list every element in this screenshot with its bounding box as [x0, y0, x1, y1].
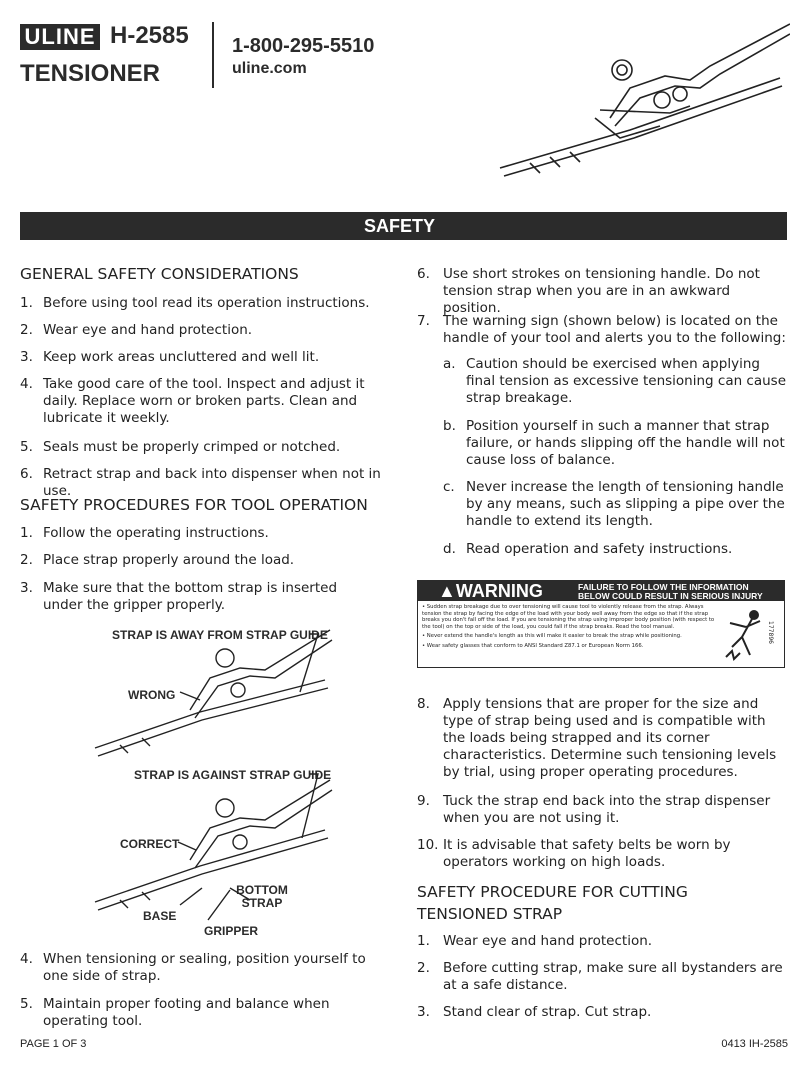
product-name: TENSIONER — [20, 60, 161, 87]
tensioner-illustration — [490, 18, 790, 188]
page-number: PAGE 1 OF 3 — [20, 1038, 87, 1050]
header-divider — [212, 22, 214, 88]
cutting-heading-line2: TENSIONED STRAP — [417, 905, 563, 923]
model-number: H-2585 — [110, 22, 189, 49]
website: uline.com — [232, 60, 307, 77]
doc-code: 0413 IH-2585 — [721, 1038, 788, 1050]
list-item: 5. Maintain proper footing and balance when operating tool. — [20, 996, 330, 1029]
cutting-heading-line1: SAFETY PROCEDURE FOR CUTTING — [417, 883, 688, 901]
warning-code: 177896 — [767, 621, 775, 644]
list-item: 4. When tensioning or sealing, position yourself to one side of strap. — [20, 951, 366, 984]
list-item: 7. The warning sign (shown below) is located on the handle of your tool and alerts you to the following: — [417, 313, 786, 346]
list-item: 3. Make sure that the bottom strap is inserted under the gripper properly. — [20, 580, 338, 613]
procedures-heading: SAFETY PROCEDURES FOR TOOL OPERATION — [20, 496, 368, 514]
sub-list-item: c. Never increase the length of tensioning handle by any means, such as slipping a pipe over the handle to extend its length. — [443, 479, 785, 529]
label-wrong: WRONG — [128, 688, 176, 702]
warning-header — [418, 581, 784, 601]
list-item: 5. Seals must be properly crimped or notched. — [20, 439, 341, 455]
list-item: 3. Keep work areas uncluttered and well lit. — [20, 349, 320, 365]
strap-diagram — [90, 620, 340, 940]
sub-list-item: b. Position yourself in such a manner that strap failure, or hands slipping off the handle will not cause loss of balance. — [443, 418, 785, 468]
label-gripper: GRIPPER — [204, 924, 259, 938]
list-item: 2. Wear eye and hand protection. — [20, 322, 253, 338]
label-base: BASE — [143, 909, 177, 923]
list-item: 3. Stand clear of strap. Cut strap. — [417, 1004, 652, 1020]
list-item: 4. Take good care of the tool. Inspect and adjust it daily. Replace worn or broken parts. Clean and lubricate it weekly. — [20, 376, 365, 426]
list-item: 6. Retract strap and back into dispenser when not in use. — [20, 466, 381, 499]
list-item: 8. Apply tensions that are proper for the size and type of strap being used and is compatible with the loads being strapped and its corner characteristics. Determine such tensioning levels by trial, using proper operating procedures. — [417, 696, 777, 780]
sub-list-item: a. Caution should be exercised when applying final tension as excessive tensioning can cause strap breakage. — [443, 356, 787, 406]
brand-logo: ULINE — [20, 24, 100, 50]
label-bottom-strap: BOTTOM STRAP — [236, 883, 288, 910]
warning-subtitle: FAILURE TO FOLLOW THE INFORMATION BELOW COULD RESULT IN SERIOUS INJURY — [578, 582, 763, 601]
warning-word: ▲WARNING — [438, 581, 543, 601]
warning-body: • Sudden strap breakage due to over tensioning will cause tool to violently release from the strap. Always tension the strap by facing the edge of the load with your body well away from the edge so that if the strap breaks you don't fall off the load. If you are tensioning the strap using improper body position (with respect to the tool) on the top or side of the load, you could fall if the strap breaks. Read the tool manual. • Never extend the handle's length as this will make it easier to break the strap while positioning. • Wear safety glasses that conform to ANSI Standard Z87.1 or European Norm 166. — [422, 604, 715, 649]
section-title-bar: SAFETY — [20, 212, 787, 240]
list-item: 2. Before cutting strap, make sure all bystanders are at a safe distance. — [417, 960, 783, 993]
list-item: 1. Wear eye and hand protection. — [417, 933, 653, 949]
general-heading: GENERAL SAFETY CONSIDERATIONS — [20, 265, 299, 283]
label-strap-against: STRAP IS AGAINST STRAP GUIDE — [134, 768, 332, 782]
phone-number: 1-800-295-5510 — [232, 35, 375, 57]
label-strap-away: STRAP IS AWAY FROM STRAP GUIDE — [112, 628, 328, 642]
list-item: 1. Follow the operating instructions. — [20, 525, 269, 541]
list-item: 2. Place strap properly around the load. — [20, 552, 295, 568]
label-correct: CORRECT — [120, 837, 180, 851]
sub-list-item: d. Read operation and safety instructions. — [443, 541, 733, 557]
list-item: 9. Tuck the strap end back into the strap dispenser when you are not using it. — [417, 793, 771, 826]
falling-person-icon — [724, 607, 768, 665]
list-item: 1. Before using tool read its operation instructions. — [20, 295, 370, 311]
list-item: 10. It is advisable that safety belts be worn by operators working on high loads. — [417, 837, 731, 870]
warning-label — [417, 580, 785, 668]
list-item: 6. Use short strokes on tensioning handle. Do not tension strap when you are in an awkward position. — [417, 266, 760, 316]
